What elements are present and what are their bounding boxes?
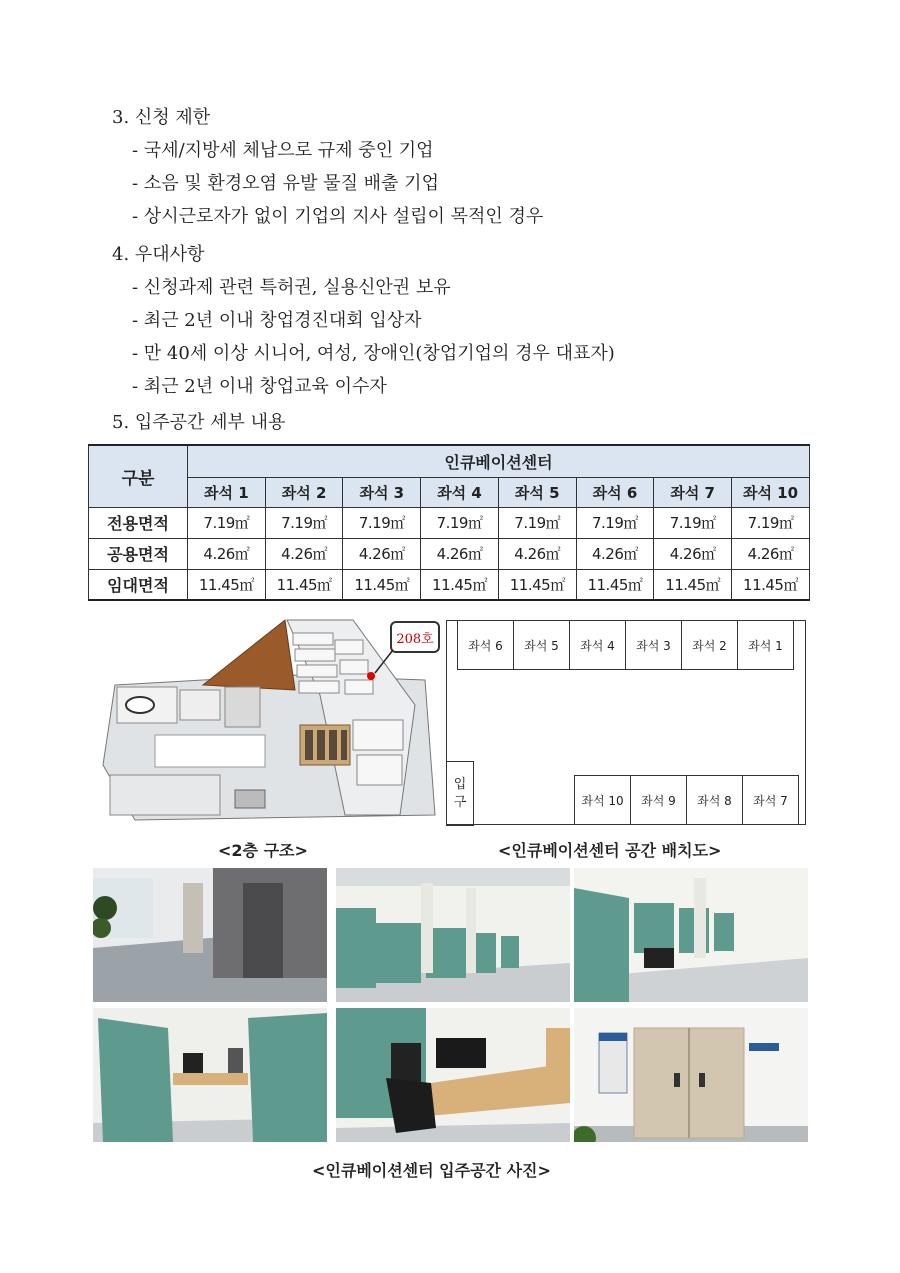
- table-cell: 7.19㎡: [576, 507, 654, 538]
- table-cell: 7.19㎡: [732, 507, 810, 538]
- list-item: - 신청과제 관련 특허권, 실용신안권 보유: [132, 277, 451, 298]
- entrance-char: 입: [453, 776, 467, 792]
- seat-5: 좌석 5: [513, 620, 570, 670]
- table-cell: 7.19㎡: [265, 507, 343, 538]
- layout-caption: <인큐베이션센터 공간 배치도>: [498, 841, 722, 860]
- column-header: 좌석 2: [265, 477, 343, 507]
- seat-2: 좌석 2: [681, 620, 738, 670]
- top-seat-row: [458, 620, 794, 670]
- table-cell: 11.45㎡: [188, 569, 266, 600]
- seat-3: 좌석 3: [625, 620, 682, 670]
- seat-6: 좌석 6: [457, 620, 514, 670]
- table-row: [89, 507, 810, 538]
- section-3: [112, 103, 543, 235]
- list-item: - 최근 2년 이내 창업경진대회 입상자: [132, 310, 422, 331]
- seat-7: 좌석 7: [742, 775, 799, 825]
- table-cell: 4.26㎡: [421, 538, 499, 569]
- room-label-badge: [390, 621, 440, 653]
- section-title: 5. 입주공간 세부 내용: [112, 412, 286, 433]
- row-label: 공용면적: [89, 538, 188, 569]
- photo-entrance-door: [574, 1008, 808, 1142]
- list-item: - 만 40세 이상 시니어, 여성, 장애인(창업기업의 경우 대표자): [132, 343, 615, 364]
- column-header: 좌석 6: [576, 477, 654, 507]
- table-cell: 7.19㎡: [188, 507, 266, 538]
- list-item: - 국세/지방세 체납으로 규제 중인 기업: [132, 140, 434, 161]
- entrance-char: 구: [453, 794, 467, 810]
- section-title: 3. 신청 제한: [112, 107, 211, 128]
- table-cell: 11.45㎡: [576, 569, 654, 600]
- table-cell: 4.26㎡: [188, 538, 266, 569]
- table-cell: 4.26㎡: [732, 538, 810, 569]
- floor-plan-image: [95, 615, 440, 830]
- seat-10: 좌석 10: [574, 775, 631, 825]
- floor-plan-drawing: [95, 615, 440, 830]
- list-item: - 상시근로자가 없이 기업의 지사 설립이 목적인 경우: [132, 206, 544, 227]
- seat-layout-diagram: [446, 620, 806, 825]
- seat-4: 좌석 4: [569, 620, 626, 670]
- seat-1: 좌석 1: [737, 620, 794, 670]
- table-cell: 7.19㎡: [498, 507, 576, 538]
- photo-workspace-chairs: [574, 868, 808, 1002]
- table-cell: 11.45㎡: [421, 569, 499, 600]
- table-cell: 4.26㎡: [265, 538, 343, 569]
- photo-partition-row: [336, 868, 570, 1002]
- photo-desk-booth: [93, 1008, 327, 1142]
- table-cell: 4.26㎡: [343, 538, 421, 569]
- row-label: 전용면적: [89, 507, 188, 538]
- table-cell: 11.45㎡: [654, 569, 732, 600]
- seat-8: 좌석 8: [686, 775, 743, 825]
- table-row: [89, 569, 810, 600]
- row-label: 임대면적: [89, 569, 188, 600]
- room-label: 208호: [396, 631, 434, 647]
- table-cell: 4.26㎡: [498, 538, 576, 569]
- column-header: 좌석 3: [343, 477, 421, 507]
- table-cell: 7.19㎡: [343, 507, 421, 538]
- table-group-header: 인큐베이션센터: [188, 445, 810, 477]
- photo-hallway: [93, 868, 327, 1002]
- list-item: - 소음 및 환경오염 유발 물질 배출 기업: [132, 173, 439, 194]
- floor-plan-caption: <2층 구조>: [218, 841, 308, 860]
- column-header: 좌석 5: [498, 477, 576, 507]
- section-5: [112, 408, 285, 441]
- seat-9: 좌석 9: [630, 775, 687, 825]
- column-header: 좌석 10: [732, 477, 810, 507]
- table-row: [89, 538, 810, 569]
- table-cell: 11.45㎡: [498, 569, 576, 600]
- photo-desk-computer: [336, 1008, 570, 1142]
- table-cell: 11.45㎡: [732, 569, 810, 600]
- column-header: 좌석 4: [421, 477, 499, 507]
- table-cell: 11.45㎡: [343, 569, 421, 600]
- table-cell: 4.26㎡: [576, 538, 654, 569]
- table-cell: 4.26㎡: [654, 538, 732, 569]
- entrance: [446, 761, 474, 826]
- section-title: 4. 우대사항: [112, 244, 205, 265]
- column-header: 좌석 7: [654, 477, 732, 507]
- bottom-seat-row: [575, 775, 799, 825]
- section-4: [112, 240, 615, 405]
- table-cell: 11.45㎡: [265, 569, 343, 600]
- table-cell: 7.19㎡: [421, 507, 499, 538]
- list-item: - 최근 2년 이내 창업교육 이수자: [132, 376, 387, 397]
- column-header: 좌석 1: [188, 477, 266, 507]
- space-spec-table: [88, 444, 810, 601]
- photos-caption: <인큐베이션센터 입주공간 사진>: [312, 1161, 551, 1180]
- table-cell: 7.19㎡: [654, 507, 732, 538]
- table-corner-header: 구분: [89, 445, 188, 507]
